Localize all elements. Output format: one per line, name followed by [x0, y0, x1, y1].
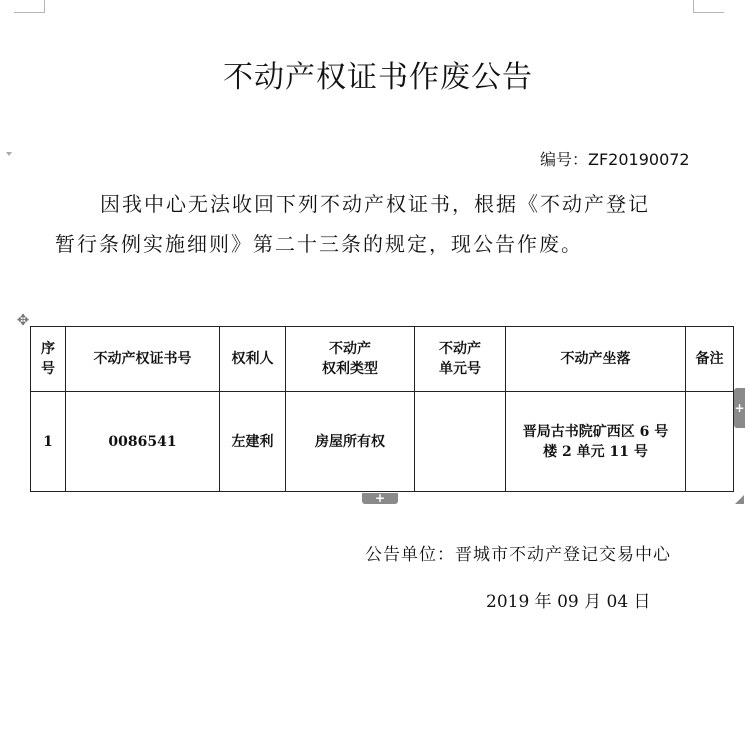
add-column-button[interactable]: +	[734, 388, 745, 428]
paragraph-line-2: 暂行条例实施细则》第二十三条的规定，现公告作废。	[55, 232, 583, 256]
cell-seq[interactable]: 1	[31, 392, 66, 492]
paragraph-line-1: 因我中心无法收回下列不动产权证书，根据《不动产登记	[100, 192, 650, 216]
add-row-button[interactable]: +	[362, 493, 398, 504]
table-move-handle-icon[interactable]: ✥	[16, 311, 30, 329]
cell-unit-no[interactable]	[415, 392, 506, 492]
cell-holder[interactable]: 左建利	[220, 392, 286, 492]
paragraph-marker-icon	[6, 152, 12, 156]
cell-remark[interactable]	[686, 392, 734, 492]
header-holder[interactable]: 权利人	[220, 327, 286, 392]
table-header-row	[31, 327, 734, 392]
cell-cert-no[interactable]: 0086541	[66, 392, 220, 492]
cell-right-type[interactable]: 房屋所有权	[286, 392, 415, 492]
header-unit-no[interactable]: 不动产 单元号	[415, 327, 506, 392]
page-corner-mark-top-right	[693, 0, 724, 13]
certificate-table	[30, 326, 734, 492]
header-seq[interactable]: 序 号	[31, 327, 66, 392]
header-location[interactable]: 不动产坐落	[506, 327, 686, 392]
document-number: 编号：ZF20190072	[540, 150, 690, 169]
cell-location[interactable]: 晋局古书院矿西区 6 号 楼 2 单元 11 号	[506, 392, 686, 492]
table-resize-handle-icon[interactable]	[735, 495, 744, 504]
notice-paragraph	[55, 184, 695, 264]
issue-date: 2019 年 09 月 04 日	[486, 592, 651, 612]
document-title: 不动产权证书作废公告	[223, 60, 533, 95]
page-corner-mark-top-left	[14, 0, 45, 13]
header-cert-no[interactable]: 不动产权证书号	[66, 327, 220, 392]
header-right-type[interactable]: 不动产 权利类型	[286, 327, 415, 392]
issuing-unit: 公告单位：晋城市不动产登记交易中心	[365, 545, 671, 565]
table-row	[31, 392, 734, 492]
header-remark[interactable]: 备注	[686, 327, 734, 392]
